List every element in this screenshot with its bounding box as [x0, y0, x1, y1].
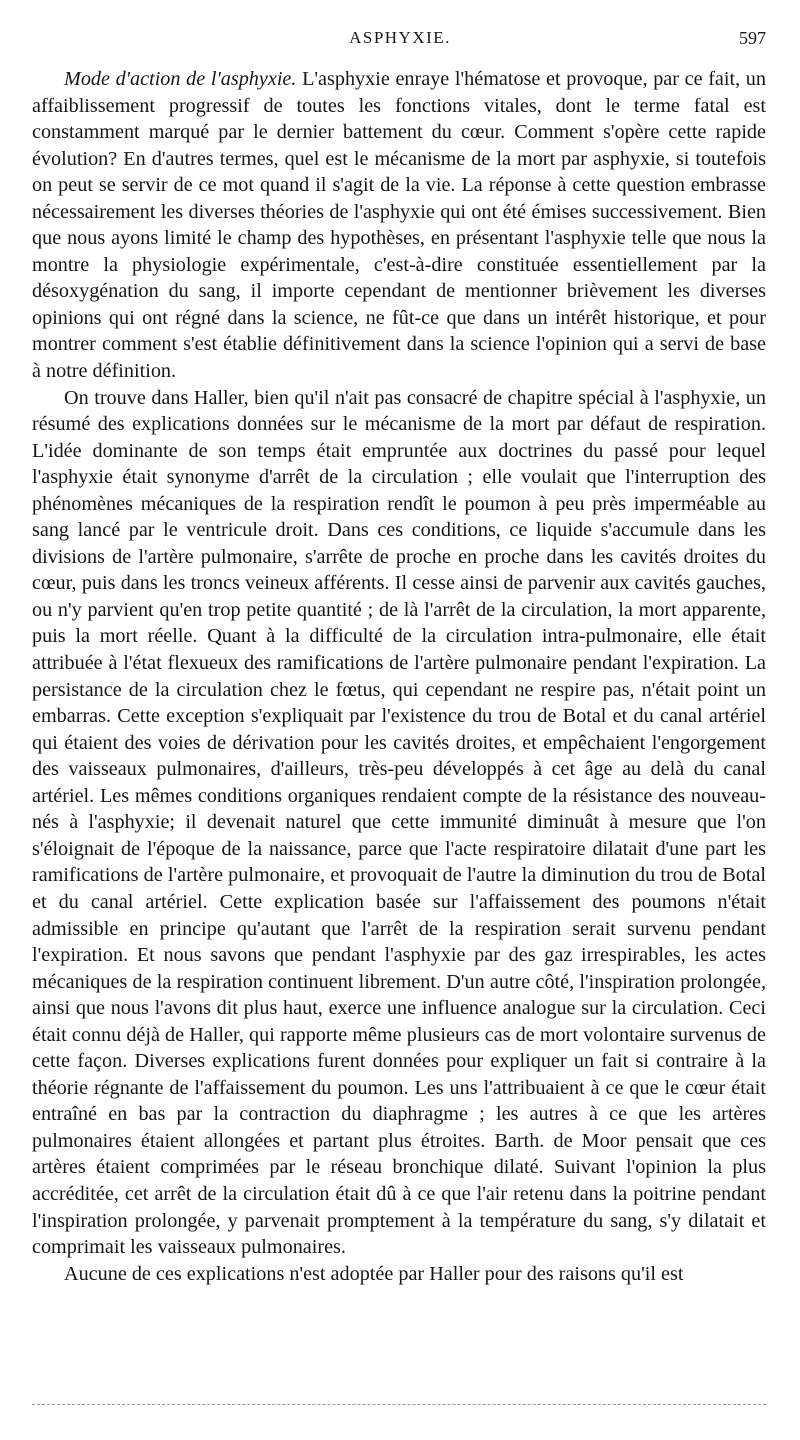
paragraph-mode-action — [32, 66, 766, 385]
paragraph-text: On trouve dans Haller, bien qu'il n'ait pas consacré de chapitre spécial à l'asphyxie, un résumé des explications données sur le mécanisme de la mort par défaut de respiration. L'idée dominante de son temps était empruntée aux doctrines du passé pour lequel l'asphyxie était synonyme d'arrêt de la circulation ; elle voulait que l'interruption des phénomènes mécaniques de la respiration rendît le poumon à peu près imperméable au sang lancé par le ventricule droit. Dans ces conditions, ce liquide s'accumule dans les divisions de l'artère pulmonaire, s'arrête de proche en proche dans les cavités droites du cœur, puis dans les troncs veineux afférents. Il cesse ainsi de parvenir aux cavités gauches, ou n'y parvient qu'en trop petite quantité ; de là l'arrêt de la circulation, la mort apparente, puis la mort réelle. Quant à la difficulté de la circulation intra-pulmonaire, elle était attribuée à l'état flexueux des ramifications de l'artère pulmonaire pendant l'expiration. La persistance de la circulation chez le fœtus, qui cependant ne respire pas, n'était point un embarras. Cette exception s'expliquait par l'existence du trou de Botal et du canal artériel qui étaient des voies de dérivation pour les cavités droites, et empêchaient l'engorgement des vaisseaux pulmonaires, d'ailleurs, très-peu développés à cet âge au delà du canal artériel. Les mêmes conditions organiques rendaient compte de la résistance des nouveau-nés à l'asphyxie; il devenait naturel que cette immunité diminuât à mesure que l'on s'éloignait de l'époque de la naissance, parce que l'acte respiratoire dilatait d'une part les ramifications de l'artère pulmonaire, et provoquait de l'autre la diminution du trou de Botal et du canal artériel. Cette explication basée sur l'affaissement des poumons n'était admissible en principe qu'autant que l'arrêt de la respiration serait survenu pendant l'expiration. Et nous savons que pendant l'asphyxie par des gaz irrespirables, les actes mécaniques de la respiration continuent librement. D'un autre côté, l'inspiration prolongée, ainsi que nous l'avons dit plus haut, exerce une influence analogue sur la circulation. Ceci était connu déjà de Haller, qui rapporte même plusieurs cas de mort volontaire survenus de cette façon. Diverses explications furent données pour expliquer un fait si contraire à la théorie régnante de l'affaissement du poumon. Les uns l'attribuaient à ce que le cœur était entraîné en bas par la contraction du diaphragme ; les autres à ce que les artères pulmonaires étaient allongées et partant plus étroites. Barth. de Moor pensait que ces artères étaient comprimées par le réseau bronchique dilaté. Suivant l'opinion la plus accréditée, cet arrêt de la circulation était dû à ce que l'air retenu dans la poitrine pendant l'inspiration prolongée, y parvenait promptement à la température du sang, s'y dilatait et comprimait les vaisseaux pulmonaires. — [32, 386, 766, 1259]
page-number: 597 — [739, 28, 766, 48]
running-title: ASPHYXIE. — [349, 28, 451, 47]
paragraph-aucune — [32, 1261, 766, 1288]
running-head — [30, 28, 770, 52]
paragraph-text: L'asphyxie enraye l'hématose et provoque, par ce fait, un affaiblissement progressif de toutes les fonctions vitales, dont le terme fatal est constamment marqué par le dernier battement du cœur. Comment s'opère cette rapide évolution? En d'autres termes, quel est le mécanisme de la mort par asphyxie, si toutefois on peut se servir de ce mot quand il s'agit de la vie. La réponse à cette question embrasse nécessairement les diverses théories de l'asphyxie qui ont été émises successivement. Bien que nous ayons limité le champ des hypothèses, en présentant l'asphyxie telle que nous la montre la physiologie expérimentale, c'est-à-dire constituée essentiellement par la désoxygénation du sang, il importe cependant de mentionner brièvement les diverses opinions qui ont régné dans la science, ne fût-ce que dans un intérêt historique, et pour montrer comment s'est établie définitivement dans la science l'opinion qui a servi de base à notre définition. — [32, 68, 766, 383]
paragraph-haller — [32, 385, 766, 1261]
body-text — [32, 66, 766, 1287]
section-heading: Mode d'action de l'asphyxie. — [64, 68, 297, 90]
paragraph-text: Aucune de ces explications n'est adoptée par Haller pour des raisons qu'il est — [64, 1262, 684, 1285]
footer-rule — [32, 1404, 766, 1405]
